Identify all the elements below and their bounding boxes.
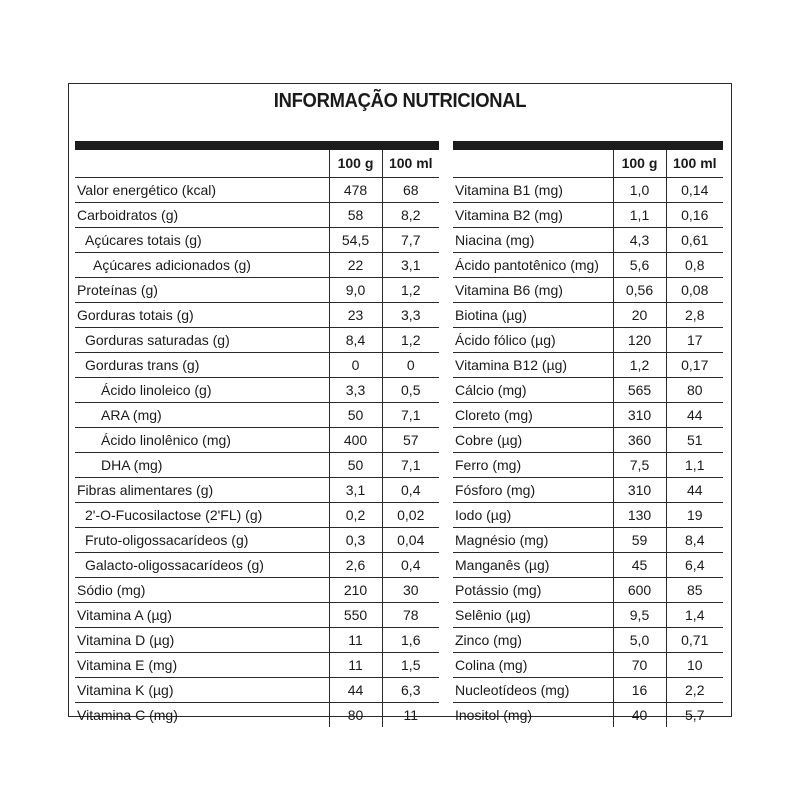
table-row — [75, 503, 439, 528]
value-100g: 478 — [329, 178, 382, 203]
value-100ml: 7,1 — [382, 453, 439, 478]
table-row — [453, 653, 723, 678]
nutrient-name: Manganês (µg) — [453, 553, 613, 578]
value-100ml: 30 — [382, 578, 439, 603]
nutrient-name: Vitamina C (mg) — [77, 706, 178, 723]
value-100ml: 2,8 — [666, 303, 723, 328]
nutrient-name: Vitamina A (µg) — [75, 603, 329, 628]
value-100ml: 1,2 — [382, 328, 439, 353]
table-row — [453, 428, 723, 453]
nutrient-name: Vitamina B2 (mg) — [453, 203, 613, 228]
value-100g: 600 — [613, 578, 666, 603]
value-100g: 80 — [329, 703, 382, 728]
nutrient-name: Fibras alimentares (g) — [75, 478, 329, 503]
table-row — [75, 253, 439, 278]
value-100ml: 0,16 — [666, 203, 723, 228]
nutrient-name: Proteínas (g) — [75, 278, 329, 303]
nutrition-table-left — [75, 141, 439, 727]
value-100g: 1,1 — [613, 203, 666, 228]
value-100ml: 1,1 — [666, 453, 723, 478]
value-100g: 0,3 — [329, 528, 382, 553]
value-100ml: 44 — [666, 478, 723, 503]
nutrient-name: Niacina (mg) — [453, 228, 613, 253]
value-100ml: 80 — [666, 378, 723, 403]
value-100g: 16 — [613, 678, 666, 703]
value-100ml: 0 — [382, 353, 439, 378]
value-100g: 550 — [329, 603, 382, 628]
value-100ml: 6,3 — [382, 678, 439, 703]
value-100g: 11 — [329, 628, 382, 653]
table-header-row — [75, 150, 439, 178]
value-100ml: 0,04 — [382, 528, 439, 553]
nutrient-name: Biotina (µg) — [453, 303, 613, 328]
nutrient-name: Vitamina E (mg) — [75, 653, 329, 678]
value-100g: 40 — [613, 703, 666, 728]
value-100g: 50 — [329, 453, 382, 478]
table-row — [453, 603, 723, 628]
nutrient-name: Inositol (mg) — [455, 706, 533, 723]
table-row — [75, 703, 439, 728]
nutrient-name: Carboidratos (g) — [75, 203, 329, 228]
table-row — [75, 428, 439, 453]
table-row — [453, 703, 723, 728]
table-row — [75, 278, 439, 303]
nutrient-name: Vitamina B1 (mg) — [453, 178, 613, 203]
value-100ml: 0,02 — [382, 503, 439, 528]
nutrient-name: Açúcares totais (g) — [75, 228, 329, 253]
value-100g: 0,2 — [329, 503, 382, 528]
table-row — [75, 228, 439, 253]
value-100g: 3,1 — [329, 478, 382, 503]
nutrient-name: Fruto-oligossacarídeos (g) — [75, 528, 329, 553]
nutrient-name: Sódio (mg) — [75, 578, 329, 603]
nutrient-name: Ácido linoleico (g) — [75, 378, 329, 403]
nutrient-name: Zinco (mg) — [453, 628, 613, 653]
value-100g: 0 — [329, 353, 382, 378]
value-100g: 11 — [329, 653, 382, 678]
value-100g: 310 — [613, 478, 666, 503]
table-row — [75, 328, 439, 353]
table-row — [453, 378, 723, 403]
value-100g: 59 — [613, 528, 666, 553]
nutrient-name: Magnésio (mg) — [453, 528, 613, 553]
table-row — [453, 353, 723, 378]
value-100ml: 8,2 — [382, 203, 439, 228]
value-100ml: 51 — [666, 428, 723, 453]
value-100g: 130 — [613, 503, 666, 528]
nutrient-name: 2'-O-Fucosilactose (2'FL) (g) — [75, 503, 329, 528]
value-100ml: 2,2 — [666, 678, 723, 703]
value-100g: 565 — [613, 378, 666, 403]
value-100g: 120 — [613, 328, 666, 353]
table-row — [75, 528, 439, 553]
value-100ml: 3,3 — [382, 303, 439, 328]
value-100g: 44 — [329, 678, 382, 703]
value-100g: 23 — [329, 303, 382, 328]
value-100g: 54,5 — [329, 228, 382, 253]
value-100g: 70 — [613, 653, 666, 678]
value-100ml: 5,7 — [666, 703, 723, 728]
table-row — [75, 628, 439, 653]
table-row — [453, 228, 723, 253]
value-100g: 20 — [613, 303, 666, 328]
nutrient-name: Selênio (µg) — [453, 603, 613, 628]
nutrient-name: Gorduras saturadas (g) — [75, 328, 329, 353]
value-100ml: 0,14 — [666, 178, 723, 203]
nutrition-title: INFORMAÇÃO NUTRICIONAL — [273, 90, 527, 112]
table-row — [453, 678, 723, 703]
value-100g: 3,3 — [329, 378, 382, 403]
table-row — [453, 253, 723, 278]
nutrient-name: Vitamina D (µg) — [75, 628, 329, 653]
value-100ml: 0,5 — [382, 378, 439, 403]
table-row — [453, 528, 723, 553]
table-row — [75, 578, 439, 603]
value-100g: 4,3 — [613, 228, 666, 253]
nutrient-name: DHA (mg) — [75, 453, 329, 478]
table-row — [75, 478, 439, 503]
value-100g: 360 — [613, 428, 666, 453]
value-100ml: 0,4 — [382, 478, 439, 503]
table-row — [453, 403, 723, 428]
nutrient-name: Colina (mg) — [453, 653, 613, 678]
table-row — [75, 453, 439, 478]
value-100ml: 1,4 — [666, 603, 723, 628]
table-row — [453, 453, 723, 478]
table-header-bar — [75, 141, 439, 150]
value-100ml: 19 — [666, 503, 723, 528]
value-100ml: 6,4 — [666, 553, 723, 578]
table-row — [75, 678, 439, 703]
column-header-100ml: 100 ml — [382, 150, 439, 178]
nutrient-name: Vitamina B12 (µg) — [453, 353, 613, 378]
value-100ml: 7,7 — [382, 228, 439, 253]
table-row — [75, 353, 439, 378]
table-row — [75, 653, 439, 678]
value-100ml: 1,2 — [382, 278, 439, 303]
value-100ml: 85 — [666, 578, 723, 603]
nutrient-name: Vitamina B6 (mg) — [453, 278, 613, 303]
table-row — [75, 178, 439, 203]
table-row — [75, 203, 439, 228]
value-100ml: 17 — [666, 328, 723, 353]
table-row — [453, 278, 723, 303]
table-row — [453, 628, 723, 653]
value-100g: 8,4 — [329, 328, 382, 353]
table-row — [75, 553, 439, 578]
value-100ml: 57 — [382, 428, 439, 453]
table-row — [453, 303, 723, 328]
value-100ml: 3,1 — [382, 253, 439, 278]
table-row — [453, 478, 723, 503]
value-100ml: 0,61 — [666, 228, 723, 253]
nutrient-name: Galacto-oligossacarídeos (g) — [75, 553, 329, 578]
column-header-100ml: 100 ml — [666, 150, 723, 178]
nutrition-facts-panel — [68, 83, 732, 723]
value-100ml: 1,5 — [382, 653, 439, 678]
value-100ml: 1,6 — [382, 628, 439, 653]
nutrient-name: Ácido linolênico (mg) — [75, 428, 329, 453]
value-100g: 22 — [329, 253, 382, 278]
table-row — [453, 328, 723, 353]
value-100g: 9,0 — [329, 278, 382, 303]
value-100ml: 0,17 — [666, 353, 723, 378]
table-header-bar — [453, 141, 723, 150]
table-row — [75, 303, 439, 328]
value-100ml: 0,8 — [666, 253, 723, 278]
value-100g: 1,0 — [613, 178, 666, 203]
value-100ml: 10 — [666, 653, 723, 678]
table-row — [453, 578, 723, 603]
value-100ml: 44 — [666, 403, 723, 428]
nutrient-name: Ácido fólico (µg) — [453, 328, 613, 353]
table-header-row — [453, 150, 723, 178]
value-100ml: 0,08 — [666, 278, 723, 303]
value-100g: 58 — [329, 203, 382, 228]
value-100g: 7,5 — [613, 453, 666, 478]
nutrient-name: Ácido pantotênico (mg) — [453, 253, 613, 278]
nutrient-name: Nucleotídeos (mg) — [453, 678, 613, 703]
value-100g: 1,2 — [613, 353, 666, 378]
nutrient-name: Cloreto (mg) — [453, 403, 613, 428]
nutrient-name: Ferro (mg) — [453, 453, 613, 478]
value-100g: 5,0 — [613, 628, 666, 653]
nutrient-name: Cobre (µg) — [453, 428, 613, 453]
value-100g: 45 — [613, 553, 666, 578]
table-row — [453, 553, 723, 578]
column-header-100g: 100 g — [613, 150, 666, 178]
value-100g: 5,6 — [613, 253, 666, 278]
nutrient-name: Gorduras trans (g) — [75, 353, 329, 378]
table-row — [453, 503, 723, 528]
nutrient-name: Potássio (mg) — [453, 578, 613, 603]
table-row — [453, 203, 723, 228]
value-100g: 50 — [329, 403, 382, 428]
value-100g: 0,56 — [613, 278, 666, 303]
value-100ml: 7,1 — [382, 403, 439, 428]
column-header-100g: 100 g — [329, 150, 382, 178]
value-100g: 400 — [329, 428, 382, 453]
nutrient-name: Vitamina K (µg) — [75, 678, 329, 703]
nutrient-name: ARA (mg) — [75, 403, 329, 428]
nutrient-name: Cálcio (mg) — [453, 378, 613, 403]
value-100ml: 0,71 — [666, 628, 723, 653]
value-100g: 210 — [329, 578, 382, 603]
nutrient-name: Valor energético (kcal) — [75, 178, 329, 203]
table-row — [453, 178, 723, 203]
value-100g: 310 — [613, 403, 666, 428]
value-100ml: 0,4 — [382, 553, 439, 578]
value-100ml: 78 — [382, 603, 439, 628]
value-100g: 9,5 — [613, 603, 666, 628]
nutrient-name: Iodo (µg) — [453, 503, 613, 528]
table-row — [75, 603, 439, 628]
nutrient-name: Gorduras totais (g) — [75, 303, 329, 328]
nutrient-name: Açúcares adicionados (g) — [75, 253, 329, 278]
value-100ml: 68 — [382, 178, 439, 203]
value-100ml: 8,4 — [666, 528, 723, 553]
nutrient-name: Fósforo (mg) — [453, 478, 613, 503]
table-row — [75, 403, 439, 428]
table-row — [75, 378, 439, 403]
value-100g: 2,6 — [329, 553, 382, 578]
nutrition-table-right — [453, 141, 723, 727]
value-100ml: 11 — [382, 703, 439, 728]
